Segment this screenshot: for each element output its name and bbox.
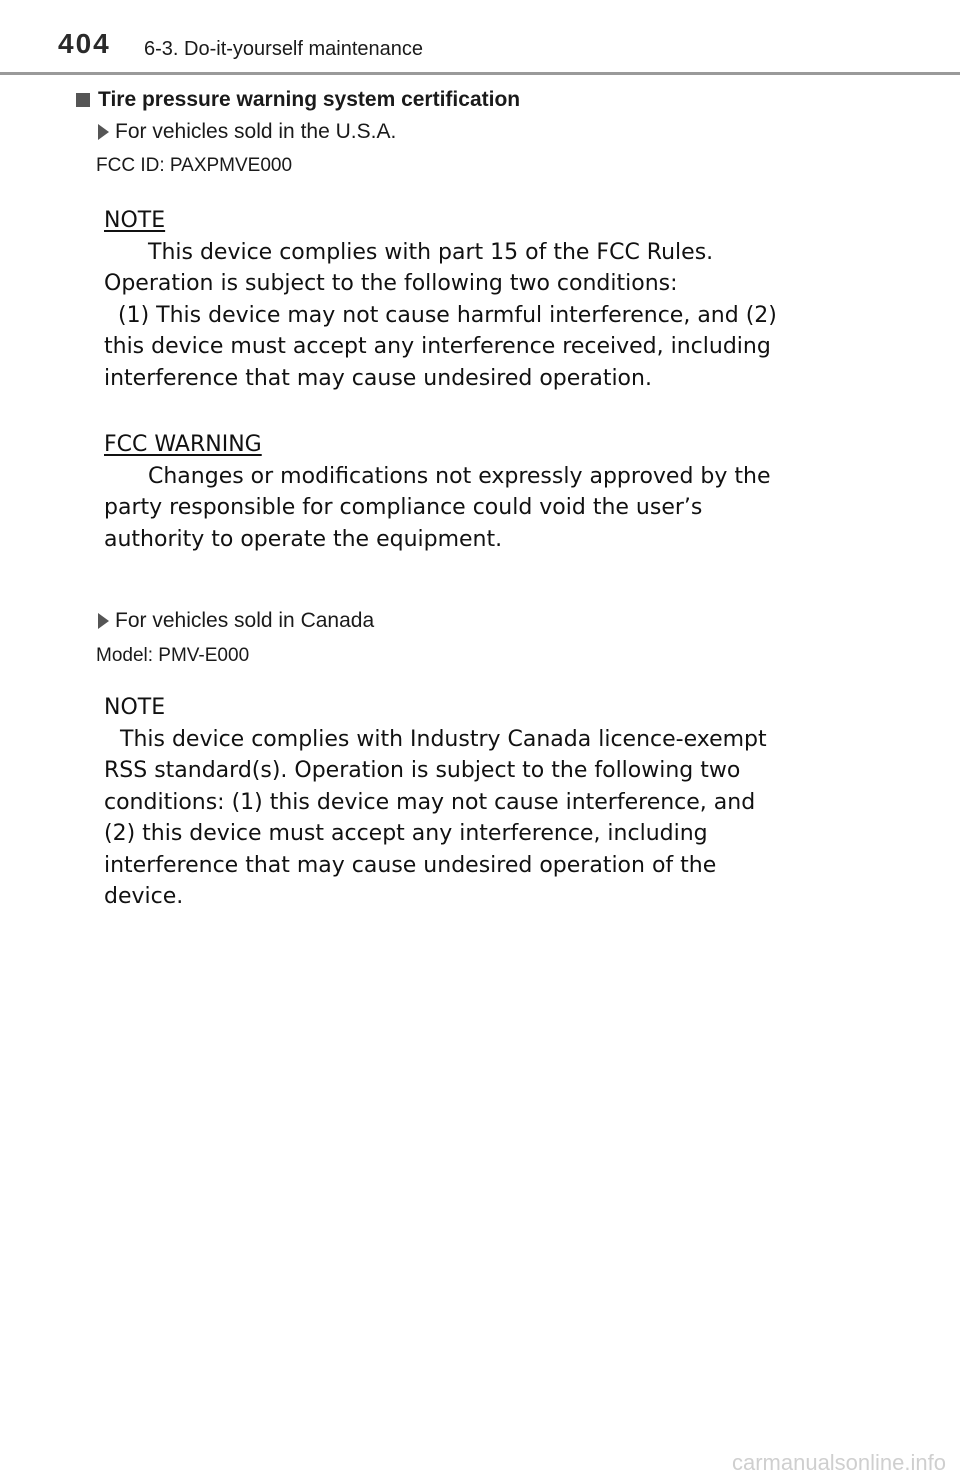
fcc-id-line: FCC ID: PAXPMVE000 [96,155,293,176]
canada-bullet-text: For vehicles sold in Canada [115,609,375,632]
triangle-bullet-icon [98,613,109,629]
model-line: Model: PMV-E000 [96,645,250,666]
section-heading [76,88,520,112]
usa-note-line: interference that may cause undesired operation. [104,365,652,391]
header-divider [0,72,960,75]
fcc-warning-line: party responsible for compliance could void the user’s [104,495,703,520]
canada-note-line: RSS standard(s). Operation is subject to the following two [104,758,741,783]
usa-note-line: Operation is subject to the following two conditions: [104,271,678,296]
fcc-warning-line: authority to operate the equipment. [104,526,503,552]
watermark: carmanualsonline.info [731,1450,946,1475]
canada-note-line: (2) this device must accept any interference, including [104,821,708,846]
page-header [0,0,960,78]
canada-note-line: This device complies with Industry Canada licence-exempt [120,726,767,752]
canada-bullet [98,609,374,633]
usa-note-line: This device complies with part 15 of the FCC Rules. [148,239,714,265]
usa-note-line: this device must accept any interference received, including [104,334,771,359]
usa-warning-image [104,429,864,555]
canada-note-line: conditions: (1) this device may not cause interference, and [104,789,756,815]
canada-note-line: interference that may cause undesired operation of the [104,852,717,878]
page-number: 404 [58,28,111,59]
square-bullet-icon [76,93,90,107]
usa-bullet-text: For vehicles sold in the U.S.A. [115,120,397,143]
usa-label-image [104,205,864,394]
canada-note-line: device. [104,884,184,909]
chapter-title: 6-3. Do-it-yourself maintenance [144,38,424,60]
usa-bullet [98,120,396,144]
canada-note-heading: NOTE [104,695,166,720]
fcc-warning-heading: FCC WARNING [104,432,262,457]
fcc-warning-line: Changes or modifications not expressly approved by the [148,463,771,489]
usa-note-heading: NOTE [104,208,166,233]
usa-note-line: (1) This device may not cause harmful interference, and (2) [118,302,777,328]
triangle-bullet-icon [98,124,109,140]
canada-label-image [104,692,864,913]
section-heading-text: Tire pressure warning system certification [98,88,521,111]
